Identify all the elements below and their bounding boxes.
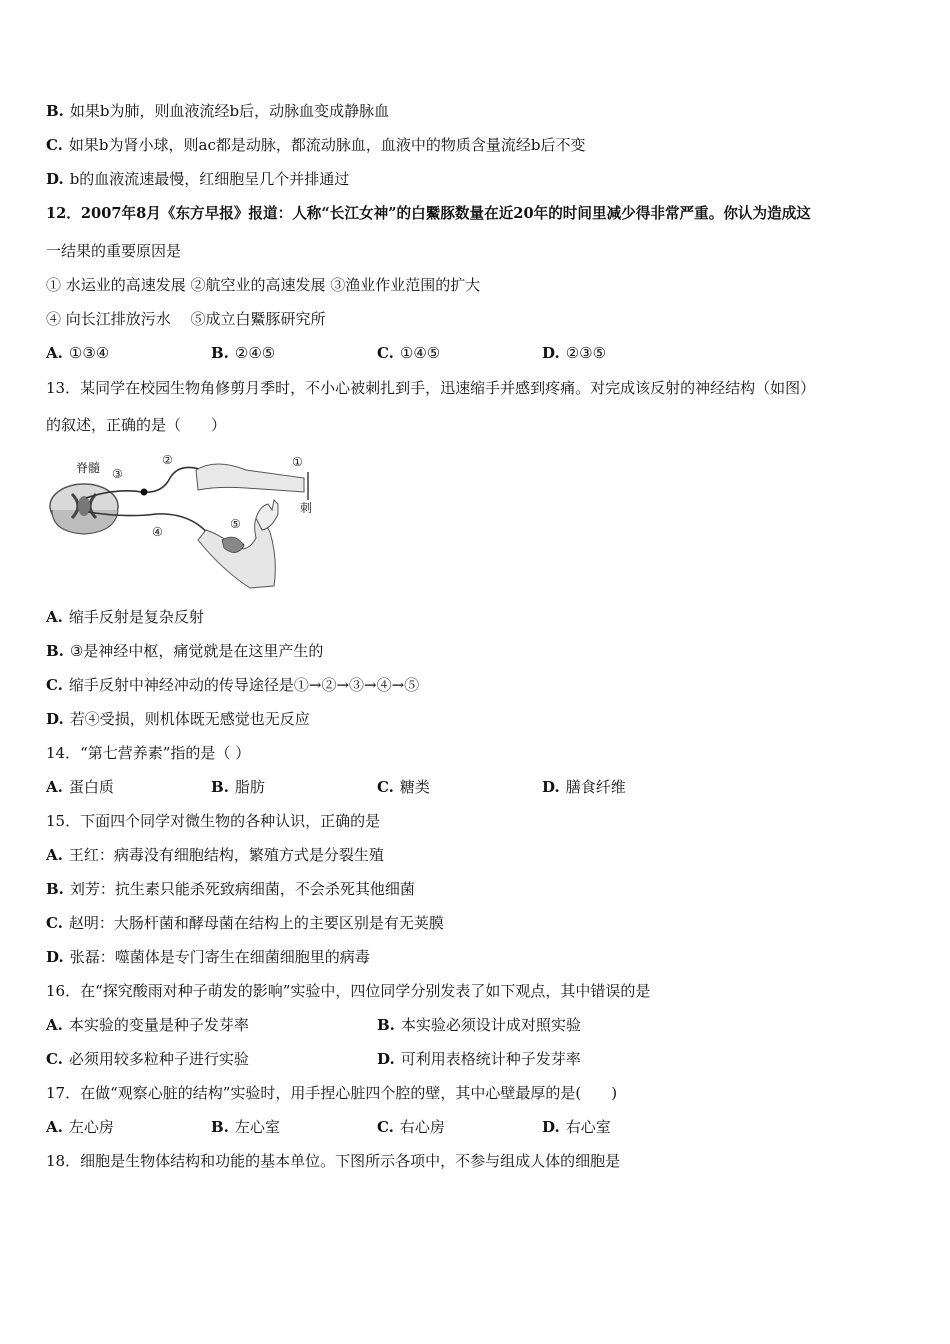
option-text: 右心房 [399, 1118, 445, 1136]
option-text: 本实验必须设计成对照实验 [400, 1016, 581, 1034]
q17-option-c [377, 1117, 445, 1137]
q12-option-c [377, 343, 440, 363]
q14-option-c [377, 777, 430, 797]
marker-1: ① [292, 455, 303, 469]
option-label: D. [46, 948, 64, 966]
option-text: ①④⑤ [399, 344, 441, 362]
spinal-cord-label: 脊髓 [76, 461, 101, 475]
option-text: ②④⑤ [234, 344, 276, 362]
option-text: 蛋白质 [68, 778, 114, 796]
q12-statements-1: ① 水运业的高速发展 ②航空业的高速发展 ③渔业作业范围的扩大 [46, 276, 481, 294]
q12-option-a [46, 343, 109, 363]
option-label: B. [46, 642, 64, 660]
option-label: A. [46, 1016, 63, 1034]
option-label: C. [377, 778, 394, 796]
q12-stem-line1: 12．2007年8月《东方早报》报道：人称“长江女神”的白鱀豚数量在近20年的时间里减少得非常严重。你认为造成这 [46, 205, 811, 222]
option-text: 左心室 [234, 1118, 280, 1136]
marker-5: ⑤ [230, 517, 241, 531]
option-text: 本实验的变量是种子发芽率 [68, 1016, 249, 1034]
q16-option-a [46, 1015, 249, 1035]
option-label: D. [542, 344, 560, 362]
q12-option-d [542, 343, 606, 363]
option-label: C. [46, 136, 63, 154]
option-label: B. [211, 778, 229, 796]
option-label: C. [46, 676, 63, 694]
option-text: 若④受损，则机体既无感觉也无反应 [69, 710, 310, 728]
option-text: 左心房 [68, 1118, 114, 1136]
q15-stem: 15．下面四个同学对微生物的各种认识，正确的是 [46, 812, 381, 830]
option-label: B. [211, 1118, 229, 1136]
q13-option-b [46, 641, 323, 661]
option-label: A. [46, 846, 63, 864]
q18-stem: 18．细胞是生物体结构和功能的基本单位。下图所示各项中，不参与组成人体的细胞是 [46, 1152, 621, 1170]
q13-option-c [46, 675, 419, 695]
option-label: A. [46, 778, 63, 796]
q13-option-d [46, 709, 310, 729]
q15-option-b [46, 879, 415, 899]
q12-stem-line2: 一结果的重要原因是 [46, 242, 182, 260]
option-text: ③是神经中枢，痛觉就是在这里产生的 [69, 642, 324, 660]
option-label: D. [542, 778, 560, 796]
q17-option-b [211, 1117, 280, 1137]
option-text: 糖类 [399, 778, 430, 796]
spinal-cord-section [50, 484, 118, 534]
q15-option-c [46, 913, 444, 933]
q11-option-d [46, 169, 349, 189]
q11-option-b [46, 101, 389, 121]
option-label: A. [46, 608, 63, 626]
option-text: 缩手反射是复杂反射 [68, 608, 204, 626]
option-label: D. [46, 170, 64, 188]
option-text: 脂肪 [234, 778, 265, 796]
option-text: 赵明：大肠杆菌和酵母菌在结构上的主要区别是有无荚膜 [68, 914, 444, 932]
q14-stem: 14．“第七营养素”指的是（ ） [46, 744, 251, 762]
ganglion-dot [141, 489, 148, 496]
option-label: D. [377, 1050, 395, 1068]
option-text: ①③④ [68, 344, 110, 362]
q11-option-c [46, 135, 585, 155]
q14-option-a [46, 777, 114, 797]
option-text: 如果b为肺，则血液流经b后，动脉血变成静脉血 [69, 102, 390, 120]
q16-option-d [377, 1049, 581, 1069]
option-label: A. [46, 1118, 63, 1136]
reflex-arc-diagram [46, 448, 326, 594]
q14-option-b [211, 777, 265, 797]
q15-option-a [46, 845, 384, 865]
option-text: 刘芳：抗生素只能杀死致病细菌，不会杀死其他细菌 [69, 880, 415, 898]
option-label: A. [46, 344, 63, 362]
option-text: 缩手反射中神经冲动的传导途径是①→②→③→④→⑤ [68, 676, 420, 694]
option-text: 可利用表格统计种子发芽率 [400, 1050, 581, 1068]
marker-3: ③ [112, 467, 123, 481]
option-text: 如果b为肾小球，则ac都是动脉，都流动脉血，血液中的物质含量流经b后不变 [68, 136, 586, 154]
q16-stem: 16．在“探究酸雨对种子萌发的影响”实验中，四位同学分别发表了如下观点，其中错误的是 [46, 982, 651, 1000]
option-label: C. [46, 1050, 63, 1068]
q13-stem-line1: 13．某同学在校园生物角修剪月季时，不小心被刺扎到手，迅速缩手并感到疼痛。对完成该反射的神经结构（如图） [46, 379, 816, 397]
option-text: 张磊：噬菌体是专门寄生在细菌细胞里的病毒 [69, 948, 370, 966]
q16-option-c [46, 1049, 249, 1069]
option-label: B. [377, 1016, 395, 1034]
marker-4: ④ [152, 525, 163, 539]
option-text: b的血液流速最慢，红细胞呈几个并排通过 [69, 170, 350, 188]
thorn-label: 刺 [300, 501, 313, 515]
upper-arm [196, 464, 304, 492]
q17-option-d [542, 1117, 611, 1137]
q14-option-d [542, 777, 626, 797]
q12-statements-2: ④ 向长江排放污水 ⑤成立白鱀豚研究所 [46, 310, 326, 328]
q13-stem-line2: 的叙述，正确的是（ ） [46, 416, 227, 434]
marker-2: ② [162, 453, 173, 467]
option-label: C. [377, 1118, 394, 1136]
q16-option-b [377, 1015, 581, 1035]
option-label: B. [46, 880, 64, 898]
q13-option-a [46, 607, 204, 627]
option-label: B. [211, 344, 229, 362]
option-text: 必须用较多粒种子进行实验 [68, 1050, 249, 1068]
q15-option-d [46, 947, 370, 967]
option-label: C. [46, 914, 63, 932]
raised-hand [256, 500, 278, 530]
reflex-arc-figure [46, 448, 326, 594]
q17-stem: 17．在做“观察心脏的结构”实验时，用手捏心脏四个腔的壁，其中心壁最厚的是( ) [46, 1084, 618, 1102]
option-text: 王红：病毒没有细胞结构，繁殖方式是分裂生殖 [68, 846, 384, 864]
option-text: 右心室 [565, 1118, 611, 1136]
option-label: B. [46, 102, 64, 120]
option-label: C. [377, 344, 394, 362]
option-label: D. [542, 1118, 560, 1136]
option-text: ②③⑤ [565, 344, 607, 362]
q17-option-a [46, 1117, 114, 1137]
option-text: 膳食纤维 [565, 778, 626, 796]
q12-option-b [211, 343, 275, 363]
option-label: D. [46, 710, 64, 728]
